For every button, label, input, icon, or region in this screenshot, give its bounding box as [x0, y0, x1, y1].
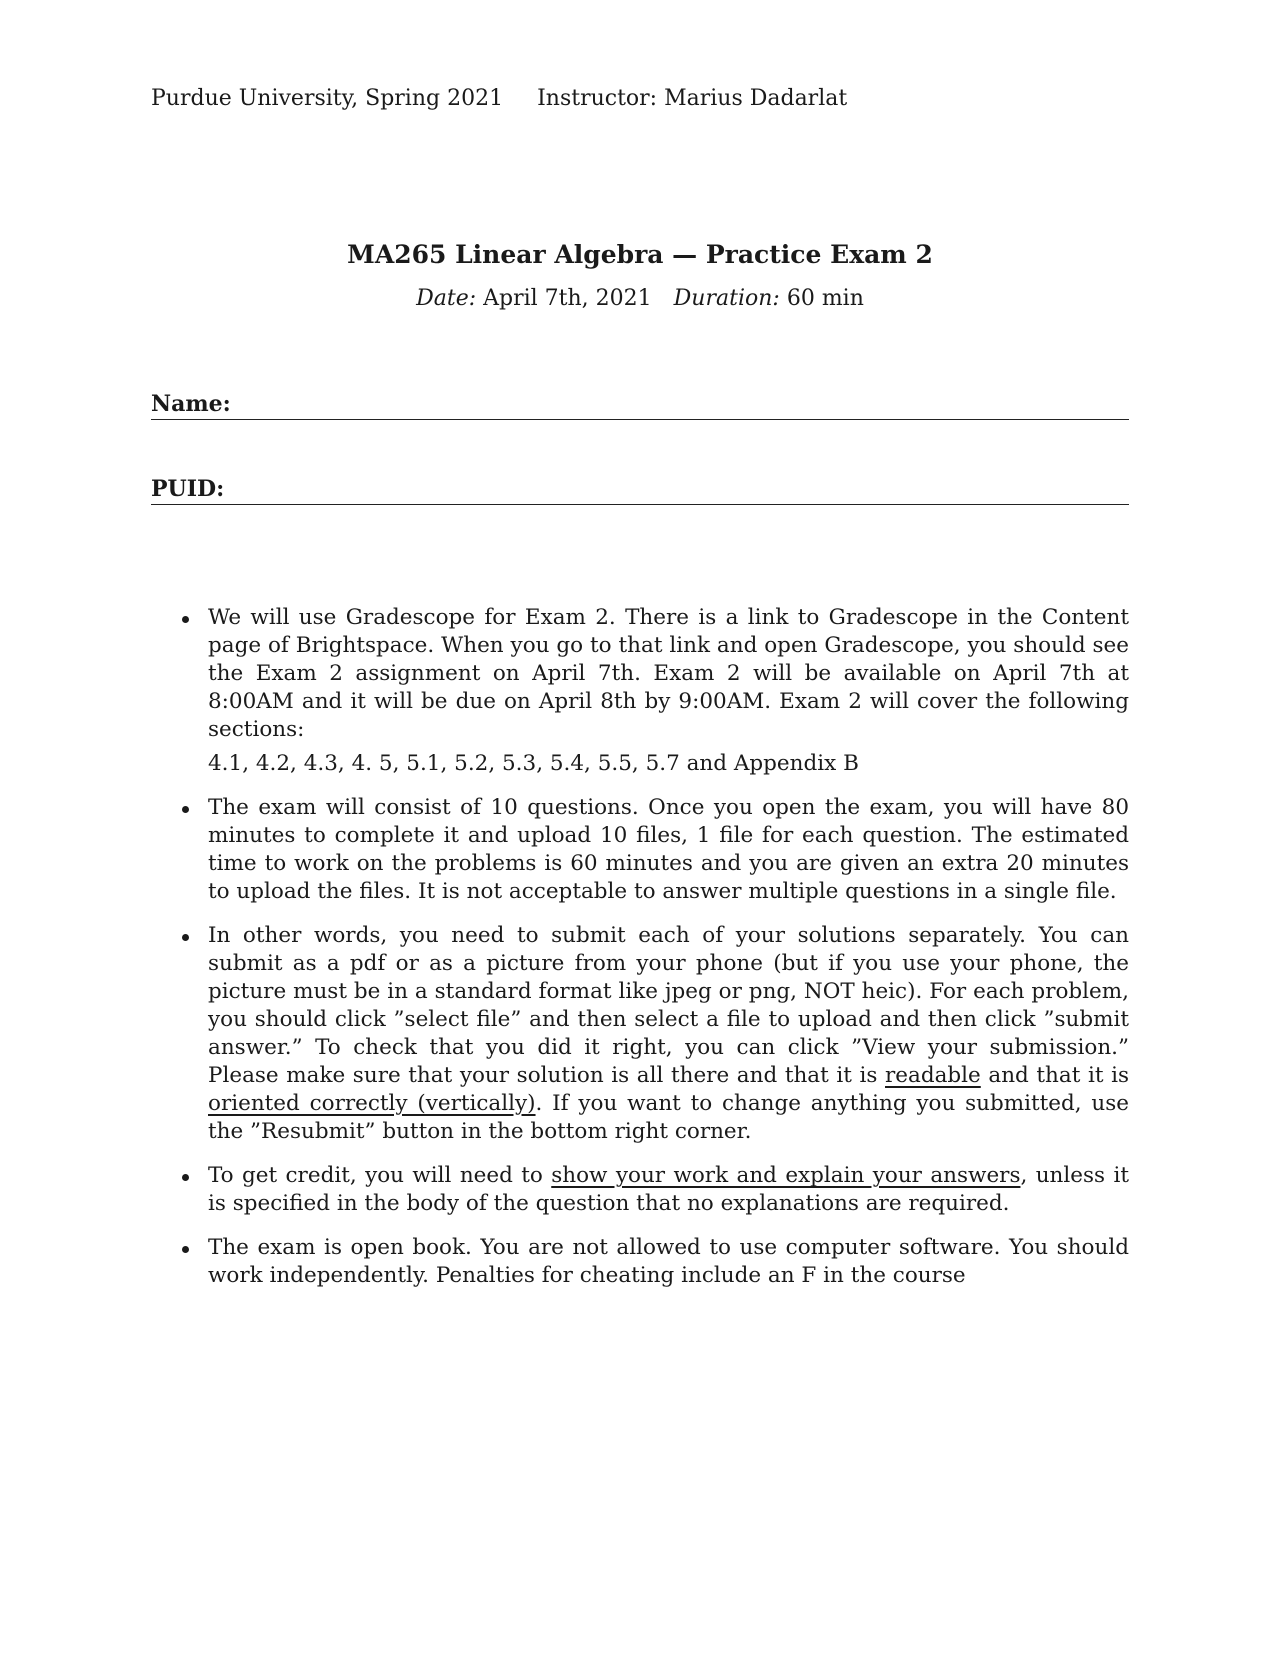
- instruction-credit: To get credit, you will need to show your work and explain your answers, unless it is specified in the body of the question that no explanations are required.: [208, 1163, 1129, 1216]
- exam-title: MA265 Linear Algebra — Practice Exam 2: [347, 240, 933, 269]
- bullet-icon: [182, 1246, 189, 1253]
- instruction-exam-format: The exam will consist of 10 questions. Once you open the exam, you will have 80 minutes to complete it and upload 10 files, 1 file for each question. The estimated time to work on the problems is 60 minutes and you are given an extra 20 minutes to upload the files. It is not acceptable to answer multiple questions in a single file.: [208, 795, 1129, 904]
- puid-field[interactable]: [151, 470, 1129, 505]
- covered-sections: 4.1, 4.2, 4.3, 4. 5, 5.1, 5.2, 5.3, 5.4, 5.5, 5.7 and Appendix B: [208, 751, 859, 776]
- instruction-submission: In other words, you need to submit each of your solutions separately. You can submit as a pdf or as a picture from your phone (but if you use your phone, the picture must be in a standard format like jpeg or png, NOT heic). For each problem, you should click ”select file” and then select a file to upload and then click ”submit answer.” To check that you did it right, you can click ”View your submission.” Please make sure that your solution is all there and that it is readable and that it is oriented correctly (vertically). If you want to change anything you submitted, use the ”Resubmit” button in the bottom right corner.: [208, 923, 1130, 1144]
- list-item: [182, 1234, 1129, 1290]
- underlined-orientation: oriented correctly (vertically): [208, 1091, 536, 1116]
- list-item: [182, 604, 1129, 778]
- instruction-open-book: The exam is open book. You are not allowed to use computer software. You should work independently. Penalties for cheating include an F in the course: [208, 1235, 1129, 1288]
- name-field[interactable]: [151, 385, 1129, 420]
- date-label: Date:: [416, 286, 477, 311]
- exam-meta: [0, 286, 1280, 311]
- bullet-icon: [182, 1174, 189, 1181]
- underlined-readable: readable: [885, 1063, 981, 1088]
- list-item: [182, 794, 1129, 906]
- duration-value: 60 min: [786, 286, 864, 311]
- date-value: April 7th, 2021: [483, 286, 652, 311]
- bullet-icon: [182, 616, 189, 623]
- bullet-icon: [182, 934, 189, 941]
- university-term: Purdue University, Spring 2021: [151, 86, 504, 111]
- instructor-name: Instructor: Marius Dadarlat: [537, 86, 848, 111]
- instruction-gradescope: We will use Gradescope for Exam 2. There is a link to Gradescope in the Content page of Brightspace. When you go to that link and open Gradescope, you should see the Exam 2 assignment on April 7th. Exam 2 will be available on April 7th at 8:00AM and it will be due on April 8th by 9:00AM. Exam 2 will cover the following sections:: [208, 605, 1129, 742]
- name-label: Name:: [151, 391, 231, 417]
- list-item: [182, 922, 1129, 1146]
- page-header: [151, 86, 847, 111]
- duration-label: Duration:: [673, 286, 780, 311]
- puid-label: PUID:: [151, 476, 225, 502]
- list-item: [182, 1162, 1129, 1218]
- underlined-show-work: show your work and explain your answers: [551, 1163, 1021, 1188]
- bullet-icon: [182, 806, 189, 813]
- instruction-list: [182, 604, 1129, 1306]
